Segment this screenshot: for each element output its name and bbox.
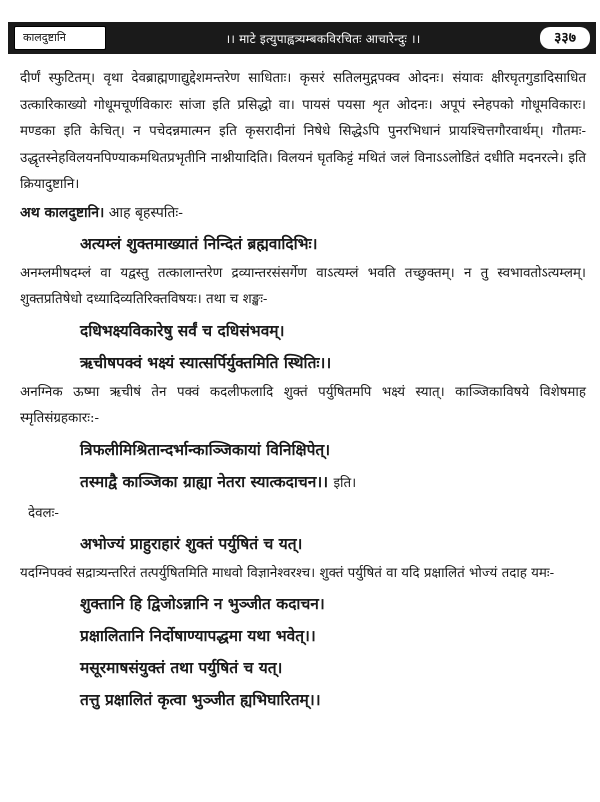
section-heading-rest: आह बृहस्पतिः- xyxy=(104,204,183,221)
verse-5: तस्माद्वै काञ्जिका ग्राह्या नेतरा स्यात्कदाचन।। xyxy=(80,471,329,491)
page-header xyxy=(8,22,596,54)
paragraph-1: दीर्णं स्फुटितम्। वृथा देवब्राह्मणाद्युद्देशमन्तरेण साधिताः। कृसरं सतिलमुद्गपक्व ओदनः। संयावः क्षीरघृतगुडादिसाधित उत्कारिकाख्यो गोधूमचूर्णविकारः सांजा इति प्रसिद्धो वा। पायसं पयसा शृत ओदनः। अपूपं स्नेहपको गोधूमविकारः। मण्डका इति केचित्। न पचेदन्नमात्मन इति कृसरादीनां निषेधे सिद्धेऽपि पुनरभिधानं प्रायश्चित्तगौरवार्थम्। गौतमः- उद्धृतस्नेहविलयनपिण्याकमथितप्रभृतीनि नाश्नीयादिति। विलयनं घृतकिट्टं मथितं जलं विनाऽऽलोडितं दधीति मदनरत्ने। इति क्रियादुष्टानि। xyxy=(20,71,586,192)
verse-10: तत्तु प्रक्षालितं कृत्वा भुञ्जीत ह्यभिघारितम्।। xyxy=(80,690,321,709)
paragraph-4: यदग्निपक्वं सद्रात्र्यन्तरितं तत्पर्युषितमिति माधवो विज्ञानेश्वरश्च। शुक्तं पर्युषितं वा यदि प्रक्षालितं भोज्यं तदाह यमः- xyxy=(20,565,555,581)
verse-9: मसूरमाषसंयुक्तं तथा पर्युषितं च यत्। xyxy=(80,658,283,677)
paragraph-2: अनम्लमीषदम्लं वा यद्वस्तु तत्कालान्तरेण द्रव्यान्तरसंसर्गेण वाऽत्यम्लं भवति तच्छुक्तम्। न तु स्वभावतोऽत्यम्लम्। शुक्तप्रतिषेधो दध्यादिव्यतिरिक्तविषयः। तथा च शङ्खः- xyxy=(20,265,586,307)
verse-3: ऋचीषपक्वं भक्ष्यं स्यात्सर्पिर्युक्तमिति स्थितिः।। xyxy=(80,352,332,372)
book-title: ।। माटे इत्युपाह्वत्र्यम्बकविरचितः आचारेन्दुः ।। xyxy=(225,31,421,46)
section-heading-bold: अथ कालदुष्टानि। xyxy=(20,204,105,221)
verse-2: दधिभक्ष्यविकारेषु सर्वं च दधिसंभवम्। xyxy=(80,320,285,340)
verse-4: त्रिफलीमिश्रितान्दर्भान्काञ्जिकायां विनिक्षिपेत्। xyxy=(80,439,331,459)
verse-1: अत्यम्लं शुक्तमाख्यातं निन्दितं ब्रह्मवादिभिः। xyxy=(80,233,318,253)
paragraph-3: अनग्निक ऊष्मा ऋचीषं तेन पक्वं कदलीफलादि शुक्तं पर्युषितमपि भक्ष्यं स्यात्। काञ्जिकाविषये विशेषमाह स्मृतिसंग्रहकारः:- xyxy=(20,384,586,426)
devala-label: देवलः- xyxy=(28,505,59,521)
page-content xyxy=(20,66,586,717)
verse-5-suffix: इति। xyxy=(333,475,357,491)
section-heading xyxy=(20,199,586,227)
page-number: ३३७ xyxy=(540,27,590,49)
section-label: कालदुष्टानि xyxy=(14,26,106,50)
verse-8: प्रक्षालितानि निर्दोषाण्यापद्धमा यथा भवेत्।। xyxy=(80,626,316,645)
verse-6: अभोज्यं प्राहुराहारं शुक्तं पर्युषितं च यत्। xyxy=(80,533,303,553)
verse-7: शुक्तानि हि द्विजोऽन्नानि न भुञ्जीत कदाचन। xyxy=(80,594,325,613)
verse-5-line xyxy=(80,467,586,499)
